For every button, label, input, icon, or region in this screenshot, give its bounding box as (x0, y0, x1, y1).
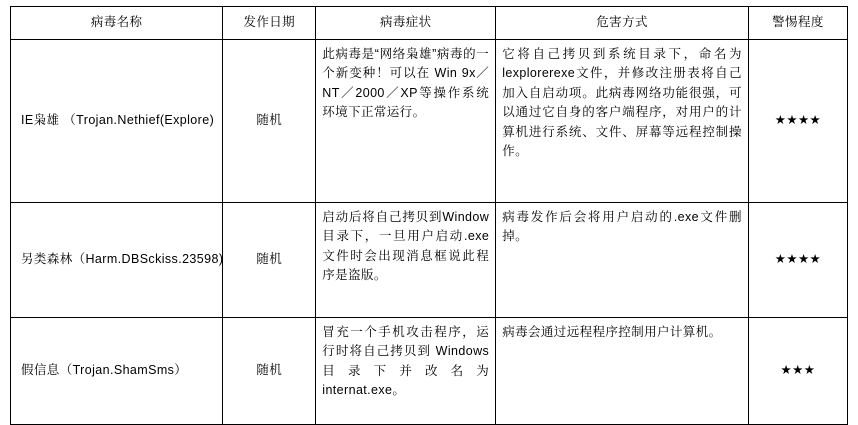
cell-harm-method: 它将自己拷贝到系统目录下，命名为 lexplorerexe文件，并修改注册表将自己加入自启动项。此病毒网络功能很强，可以通过它自身的客户端程序，对用户的计算机进行系统、文件、屏幕等远程控制操作。 (496, 40, 749, 203)
header-harm-method: 危害方式 (496, 7, 749, 40)
cell-harm-method: 病毒会通过远程程序控制用户计算机。 (496, 318, 749, 425)
table-header-row (11, 7, 848, 40)
header-trigger-date: 发作日期 (223, 7, 316, 40)
cell-harm-method: 病毒发作后会将用户启动的.exe文件删掉。 (496, 203, 749, 318)
header-symptom: 病毒症状 (316, 7, 496, 40)
cell-symptom: 此病毒是“网络枭雄”病毒的一个新变种！可以在 Win 9x／NT／2000／XP等操作系统环境下正常运行。 (316, 40, 496, 203)
cell-symptom: 启动后将自己拷贝到Window目录下，一旦用户启动.exe文件时会出现消息框说此程序是盗版。 (316, 203, 496, 318)
table-body (11, 40, 848, 425)
cell-trigger-date: 随机 (223, 318, 316, 425)
table-row (11, 203, 848, 318)
cell-virus-name: 另类森林（Harm.DBSckiss.23598) (11, 203, 223, 318)
cell-virus-name: IE枭雄 （Trojan.Nethief(Explore) (11, 40, 223, 203)
table-header (11, 7, 848, 40)
virus-table (10, 6, 848, 425)
table-row (11, 40, 848, 203)
table-row (11, 318, 848, 425)
header-alert-level: 警惕程度 (748, 7, 847, 40)
cell-alert-level: ★★★★ (748, 203, 847, 318)
document-page (0, 6, 858, 423)
cell-trigger-date: 随机 (223, 203, 316, 318)
cell-virus-name: 假信息（Trojan.ShamSms） (11, 318, 223, 425)
cell-alert-level: ★★★ (748, 318, 847, 425)
cell-symptom: 冒充一个手机攻击程序，运行时将自己拷贝到 Windows目录下并改名为 internat.exe。 (316, 318, 496, 425)
cell-alert-level: ★★★★ (748, 40, 847, 203)
header-virus-name: 病毒名称 (11, 7, 223, 40)
cell-trigger-date: 随机 (223, 40, 316, 203)
